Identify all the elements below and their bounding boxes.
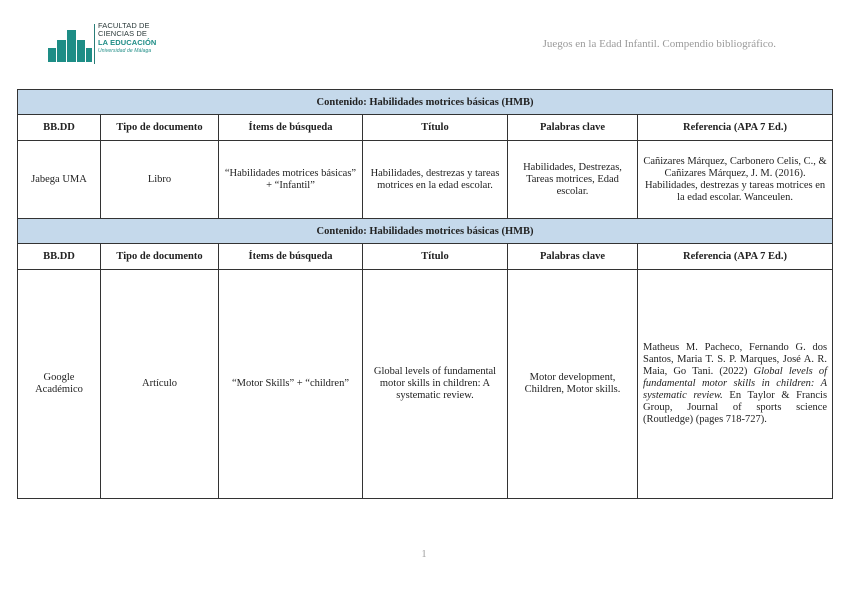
page-number: 1 bbox=[421, 549, 427, 560]
header-referencia: Referencia (APA 7 Ed.) bbox=[638, 115, 833, 141]
header-titulo: Título bbox=[363, 115, 508, 141]
header-palabras: Palabras clave bbox=[508, 244, 638, 270]
cell-referencia bbox=[638, 270, 833, 499]
cell-bbdd: Google Académico bbox=[18, 270, 101, 499]
header-palabras: Palabras clave bbox=[508, 115, 638, 141]
header-tipo: Tipo de documento bbox=[101, 244, 219, 270]
cell-items: “Motor Skills” + “children” bbox=[219, 270, 363, 499]
header-bbdd: BB.DD bbox=[18, 115, 101, 141]
header-items: Ítems de búsqueda bbox=[219, 115, 363, 141]
content-banner: Contenido: Habilidades motrices básicas (HMB) bbox=[18, 90, 833, 115]
logo-bars-icon bbox=[48, 22, 92, 62]
header-tipo: Tipo de documento bbox=[101, 115, 219, 141]
cell-palabras: Motor development, Children, Motor skills. bbox=[508, 270, 638, 499]
logo-line-2: CIENCIAS DE bbox=[98, 29, 148, 39]
bibliography-table bbox=[17, 89, 833, 499]
reference-source: En Taylor & Francis Group, Journal of sports science (Routledge) (pages 718-727). bbox=[643, 390, 828, 425]
logo-line-3: LA EDUCACIÓN bbox=[98, 37, 157, 47]
content-banner: Contenido: Habilidades motrices básicas (HMB) bbox=[18, 219, 833, 244]
document-header-title: Juegos en la Edad Infantil. Compendio bibliográfico. bbox=[542, 38, 776, 50]
cell-palabras: Habilidades, Destrezas, Tareas motrices, Edad escolar. bbox=[508, 141, 638, 219]
cell-referencia: Cañizares Márquez, Carbonero Celis, C., & Cañizares Márquez, J. M. (2016). Habilidades, destrezas y tareas motrices en la edad escolar. Wanceulen. bbox=[638, 141, 833, 219]
logo-line-4: Universidad de Málaga bbox=[98, 47, 152, 54]
header-referencia: Referencia (APA 7 Ed.) bbox=[638, 244, 833, 270]
reference-title: Global levels of fundamental motor skills in children: A systematic review. bbox=[643, 366, 828, 401]
logo-text bbox=[98, 22, 156, 55]
header-items: Ítems de búsqueda bbox=[219, 244, 363, 270]
cell-items: “Habilidades motrices básicas” + “Infantil” bbox=[219, 141, 363, 219]
cell-bbdd: Jabega UMA bbox=[18, 141, 101, 219]
logo-line-1: FACULTAD DE bbox=[98, 21, 150, 30]
cell-titulo: Global levels of fundamental motor skills in children: A systematic review. bbox=[363, 270, 508, 499]
cell-titulo: Habilidades, destrezas y tareas motrices en la edad escolar. bbox=[363, 141, 508, 219]
logo-divider bbox=[94, 24, 95, 64]
cell-tipo: Artículo bbox=[101, 270, 219, 499]
cell-tipo: Libro bbox=[101, 141, 219, 219]
reference-authors: Matheus M. Pacheco, Fernando G. dos Santos, Maria T. S. P. Marques, José A. R. Maia, Go Tani. (2022) bbox=[643, 342, 828, 377]
header-titulo: Título bbox=[363, 244, 508, 270]
faculty-logo bbox=[48, 22, 188, 68]
table-row bbox=[18, 270, 833, 499]
header-bbdd: BB.DD bbox=[18, 244, 101, 270]
table-row bbox=[18, 141, 833, 219]
